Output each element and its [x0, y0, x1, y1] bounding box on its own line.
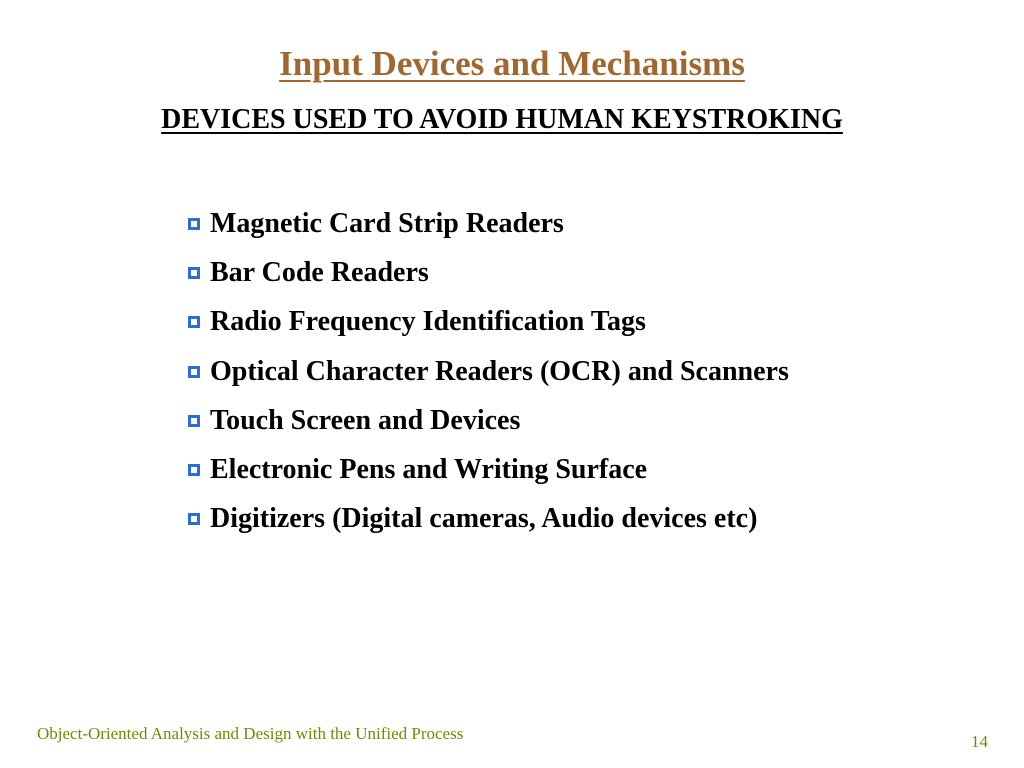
list-item — [188, 199, 789, 248]
page-number: 14 — [971, 732, 988, 751]
bullet-text: Radio Frequency Identification Tags — [210, 306, 646, 338]
bullet-text: Bar Code Readers — [210, 256, 429, 288]
list-item — [188, 248, 789, 297]
bullet-text: Optical Character Readers (OCR) and Scanners — [210, 355, 789, 387]
square-bullet-icon — [188, 464, 200, 476]
bullet-text: Digitizers (Digital cameras, Audio devices etc) — [210, 503, 758, 535]
bullet-text: Magnetic Card Strip Readers — [210, 207, 564, 239]
list-item — [188, 298, 789, 347]
list-item — [188, 495, 789, 544]
bullet-list — [188, 199, 789, 544]
bullet-text: Electronic Pens and Writing Surface — [210, 454, 648, 486]
list-item — [188, 445, 789, 494]
square-bullet-icon — [188, 415, 200, 427]
square-bullet-icon — [188, 267, 200, 279]
square-bullet-icon — [188, 316, 200, 328]
square-bullet-icon — [188, 218, 200, 230]
slide-subtitle: DEVICES USED TO AVOID HUMAN KEYSTROKING — [161, 104, 843, 135]
square-bullet-icon — [188, 513, 200, 525]
bullet-text: Touch Screen and Devices — [210, 404, 521, 436]
list-item — [188, 347, 789, 396]
square-bullet-icon — [188, 366, 200, 378]
footer-course-title: Object-Oriented Analysis and Design with the Unified Process — [37, 724, 464, 743]
slide-title: Input Devices and Mechanisms — [279, 44, 745, 83]
list-item — [188, 396, 789, 445]
